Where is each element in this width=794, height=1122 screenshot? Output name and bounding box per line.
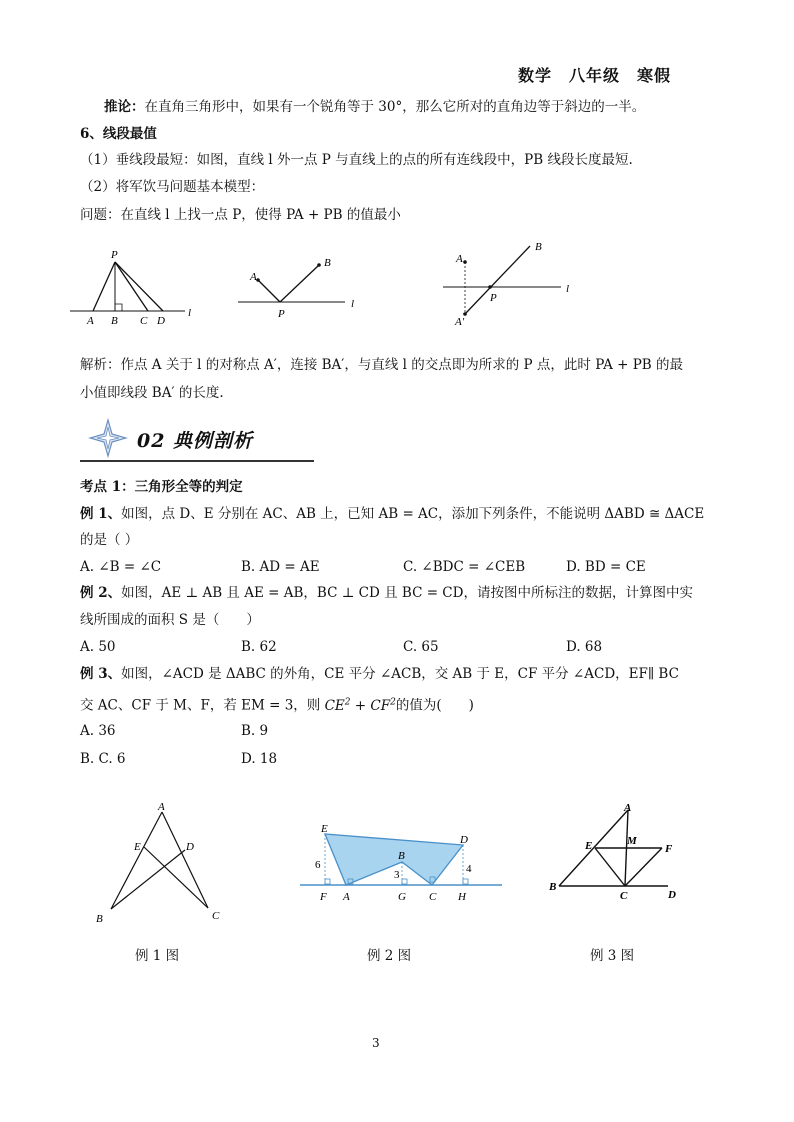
corollary	[104, 98, 645, 116]
svg-text:A: A	[158, 801, 165, 813]
svg-text:A: A	[624, 802, 632, 814]
svg-text:D: D	[460, 834, 468, 846]
label-P: P	[111, 249, 118, 261]
example2-option-c: C. 65	[403, 639, 439, 655]
section6-item2: （2）将军饮马问题基本模型：	[80, 179, 265, 195]
svg-text:C: C	[429, 891, 437, 903]
svg-text:F: F	[665, 843, 673, 855]
figure-example1	[90, 798, 235, 926]
analysis-line2: 小值即线段 BA′ 的长度.	[80, 385, 224, 401]
svg-text:H: H	[458, 891, 466, 903]
svg-text:A: A	[456, 253, 463, 265]
section6-title: 6、线段最值	[80, 126, 157, 142]
svg-text:D: D	[668, 889, 676, 901]
svg-text:B: B	[549, 881, 557, 893]
example1-line1: 例 1、如图，点 D、E 分别在 AC、AB 上，已知 AB = AC，添加下列条件，不能说明 ΔABD ≅ ΔACE	[80, 506, 705, 522]
svg-text:B: B	[324, 257, 331, 269]
svg-text:G: G	[398, 891, 406, 903]
section6-item1: （1）垂线段最短：如图，直线 l 外一点 P 与直线上的点的所有连线段中，PB 线段长度最短.	[80, 152, 633, 168]
svg-text:A: A	[343, 891, 350, 903]
svg-text:F: F	[320, 891, 327, 903]
caption-example1: 例 1 图	[135, 948, 180, 964]
svg-text:A: A	[87, 315, 94, 327]
svg-text:A′: A′	[455, 316, 465, 328]
example2-line1: 例 2、如图，AE ⊥ AB 且 AE = AB，BC ⊥ CD 且 BC = CD，请按图中所标注的数据，计算图中实	[80, 585, 693, 601]
kaodian1: 考点 1：三角形全等的判定	[80, 479, 243, 495]
section-banner-title: 02 典例剖析	[137, 430, 254, 452]
svg-text:4: 4	[466, 863, 472, 875]
corollary-label: 推论：	[104, 99, 145, 115]
figure-example3	[544, 798, 682, 908]
svg-text:B: B	[96, 913, 103, 925]
svg-text:l: l	[566, 283, 570, 295]
svg-text:B: B	[111, 315, 118, 327]
svg-text:C: C	[140, 315, 148, 327]
caption-example3: 例 3 图	[590, 948, 635, 964]
example3-option-a: A. 36	[80, 723, 116, 739]
example2-line2: 线所围成的面积 S 是（ ）	[80, 612, 260, 628]
svg-text:A: A	[250, 271, 257, 283]
svg-text:E: E	[585, 840, 593, 852]
caption-example2: 例 2 图	[367, 948, 412, 964]
svg-text:l: l	[188, 307, 192, 319]
page-number: 3	[372, 1036, 380, 1050]
example3-line2: 交 AC、CF 于 M、F，若 EM = 3，则 $CE^2 + CF^2$的值为( )	[80, 697, 474, 714]
example3-option-d: D. 18	[241, 751, 278, 767]
svg-text:l: l	[351, 298, 355, 310]
example1-option-c: C. ∠BDC = ∠CEB	[403, 559, 526, 575]
svg-text:D: D	[157, 315, 165, 327]
svg-text:P: P	[490, 292, 497, 304]
example2-option-b: B. 62	[241, 639, 277, 655]
example2-option-a: A. 50	[80, 639, 116, 655]
svg-text:B: B	[535, 241, 542, 253]
svg-text:B: B	[398, 850, 405, 862]
figure-reflection	[438, 236, 588, 328]
figure-example2	[296, 812, 506, 907]
svg-text:E: E	[321, 823, 328, 835]
star-icon	[88, 418, 128, 458]
svg-text:6: 6	[315, 859, 321, 871]
analysis-line1: 解析：作点 A 关于 l 的对称点 A′，连接 BA′，与直线 l 的交点即为所求的 P 点，此时 PA + PB 的最	[80, 357, 684, 373]
example2-option-d: D. 68	[566, 639, 603, 655]
section-banner-underline	[80, 460, 314, 462]
example3-line1: 例 3、如图，∠ACD 是 ΔABC 的外角，CE 平分 ∠ACB，交 AB 于 E，CF 平分 ∠ACD，EF∥ BC	[80, 666, 679, 682]
example1-line2: 的是（ ）	[80, 532, 139, 548]
example1-option-d: D. BD = CE	[566, 559, 646, 575]
svg-text:E: E	[134, 841, 141, 853]
figure-perpendicular	[60, 240, 210, 330]
example1-option-a: A. ∠B = ∠C	[80, 559, 162, 575]
example3-option-c: B. C. 6	[80, 751, 126, 767]
svg-text:P: P	[278, 308, 285, 320]
math-ce2-cf2: $CE^2 + CF^2$	[324, 697, 396, 714]
corollary-text: 在直角三角形中，如果有一个锐角等于 30°，那么它所对的直角边等于斜边的一半。	[144, 99, 646, 115]
svg-text:C: C	[212, 910, 220, 922]
right-angle-mark	[115, 304, 122, 311]
svg-text:3: 3	[394, 869, 400, 881]
svg-text:C: C	[620, 890, 628, 902]
svg-text:M: M	[627, 835, 637, 847]
section6-problem: 问题：在直线 l 上找一点 P，使得 PA + PB 的值最小	[80, 207, 401, 223]
example1-option-b: B. AD = AE	[241, 559, 320, 575]
svg-text:D: D	[186, 841, 194, 853]
page-header-title: 数学 八年级 寒假	[518, 66, 672, 85]
figure-general-position	[230, 250, 370, 330]
example3-option-b: B. 9	[241, 723, 269, 739]
